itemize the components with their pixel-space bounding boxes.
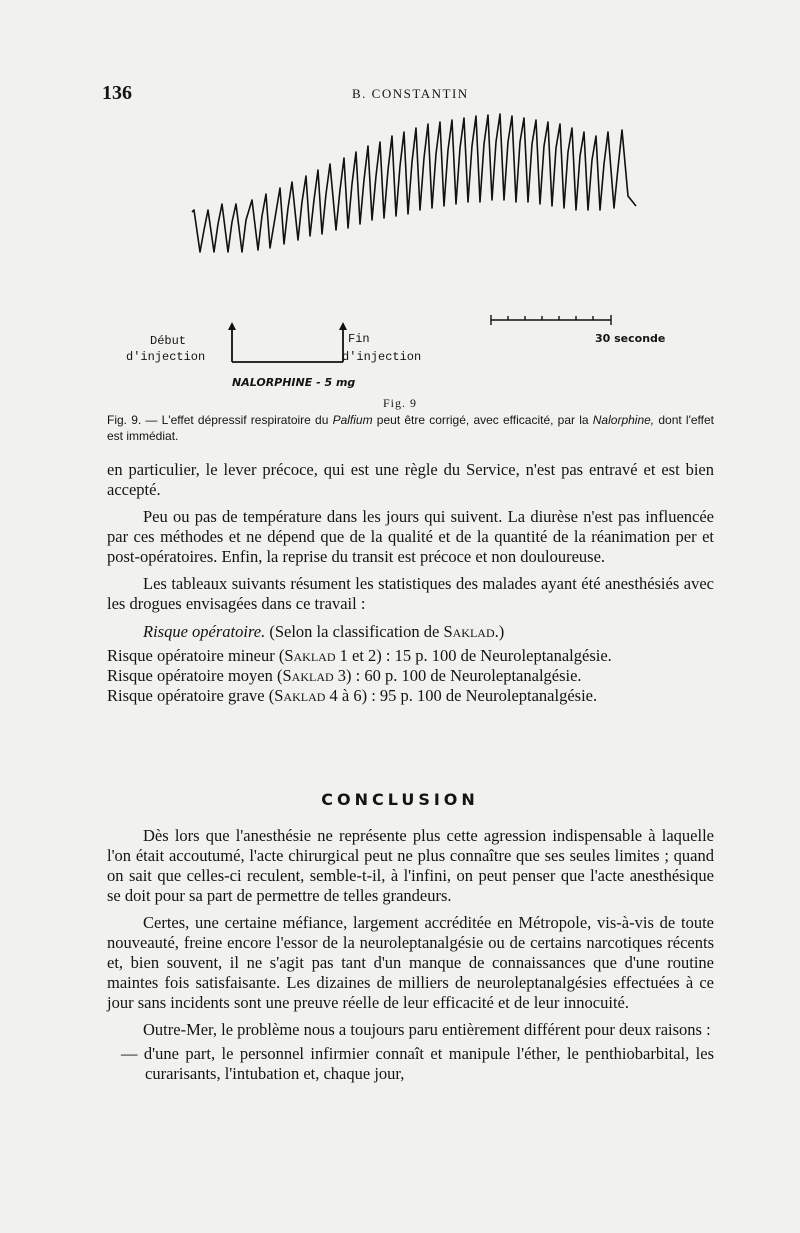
injection-marker-bracket <box>225 320 355 370</box>
end-injection-label: Fin <box>348 332 370 346</box>
page-header <box>0 82 800 106</box>
running-head: B. CONSTANTIN <box>352 86 469 101</box>
figure-number: Fig. 9 <box>382 396 417 410</box>
paragraph: Les tableaux suivants résument les statistiques des malades ayant été anesthésiés avec les drogues envisagées dans ce travail : <box>107 574 714 613</box>
start-injection-label-line2: d'injection <box>126 350 206 364</box>
end-arrow-icon <box>339 322 347 330</box>
conclusion-heading: CONCLUSION <box>321 790 479 809</box>
conclusion-section <box>107 826 714 1084</box>
paragraph: Dès lors que l'anesthésie ne représente plus cette agression indispensable à laquelle l'on était accoutumé, l'acte chirurgical peut ne plus connaître que ses seules limites ; quand on sait que celles-ci reculent, semble-t-il, à l'infini, on peut penser que l'acte anesthésique se doit pour sa part de permettre de telles grandeurs. <box>107 826 714 905</box>
risk-line-grave: Risque opératoire grave (Saklad 4 à 6) : 95 p. 100 de Neuroleptanalgésie. <box>107 686 598 705</box>
respiratory-trace-figure <box>190 112 640 264</box>
risk-line-minor: Risque opératoire mineur (Saklad 1 et 2) : 15 p. 100 de Neuroleptanalgésie. <box>107 646 612 665</box>
time-scale-label: 30 seconde <box>595 332 666 345</box>
drug-dose-label: NALORPHINE - 5 mg <box>232 376 356 389</box>
time-scale-bar <box>489 312 613 326</box>
list-item: — d'une part, le personnel infirmier connaît et manipule l'éther, le penthiobarbital, les curarisants, l'intubation et, chaque jour, <box>121 1044 714 1083</box>
body-section-1 <box>107 460 714 706</box>
risk-heading: Risque opératoire. (Selon la classification de Saklad.) <box>143 622 505 641</box>
page-number: 136 <box>102 82 132 104</box>
paragraph: en particulier, le lever précoce, qui est une règle du Service, n'est pas entravé et est bien accepté. <box>107 460 714 499</box>
figure-caption: Fig. 9. — L'effet dépressif respiratoire du Palfium peut être corrigé, avec efficacité, par la Nalorphine, dont l'effet est immédiat. <box>107 413 714 443</box>
end-injection-label-line2: d'injection <box>342 350 422 364</box>
risk-line-medium: Risque opératoire moyen (Saklad 3) : 60 p. 100 de Neuroleptanalgésie. <box>107 666 582 685</box>
paragraph: Certes, une certaine méfiance, largement accréditée en Métropole, vis-à-vis de toute nouveauté, freine encore l'essor de la neuroleptanalgésie ou de certains narcotiques récents et, bien souvent, il ne s'agit pas tant d'un manque de connaissances que d'une routine maintes fois satisfaisante. Les dizaines de milliers de neuroleptanalgésies effectuées à ce jour sans incidents sont une preuve réelle de leur efficacité et de leur innocuité. <box>107 913 714 1012</box>
paragraph: Peu ou pas de température dans les jours qui suivent. La diurèse n'est pas influencée par ces méthodes et ne dépend que de la qualité et de la quantité de la réanimation per et post-opératoires. Enfin, la reprise du transit est précoce et non douloureuse. <box>107 507 714 566</box>
start-injection-label: Début <box>150 334 187 348</box>
paragraph: Outre-Mer, le problème nous a toujours paru entièrement différent pour deux raisons : <box>143 1020 711 1039</box>
respiratory-trace-line <box>192 114 636 252</box>
